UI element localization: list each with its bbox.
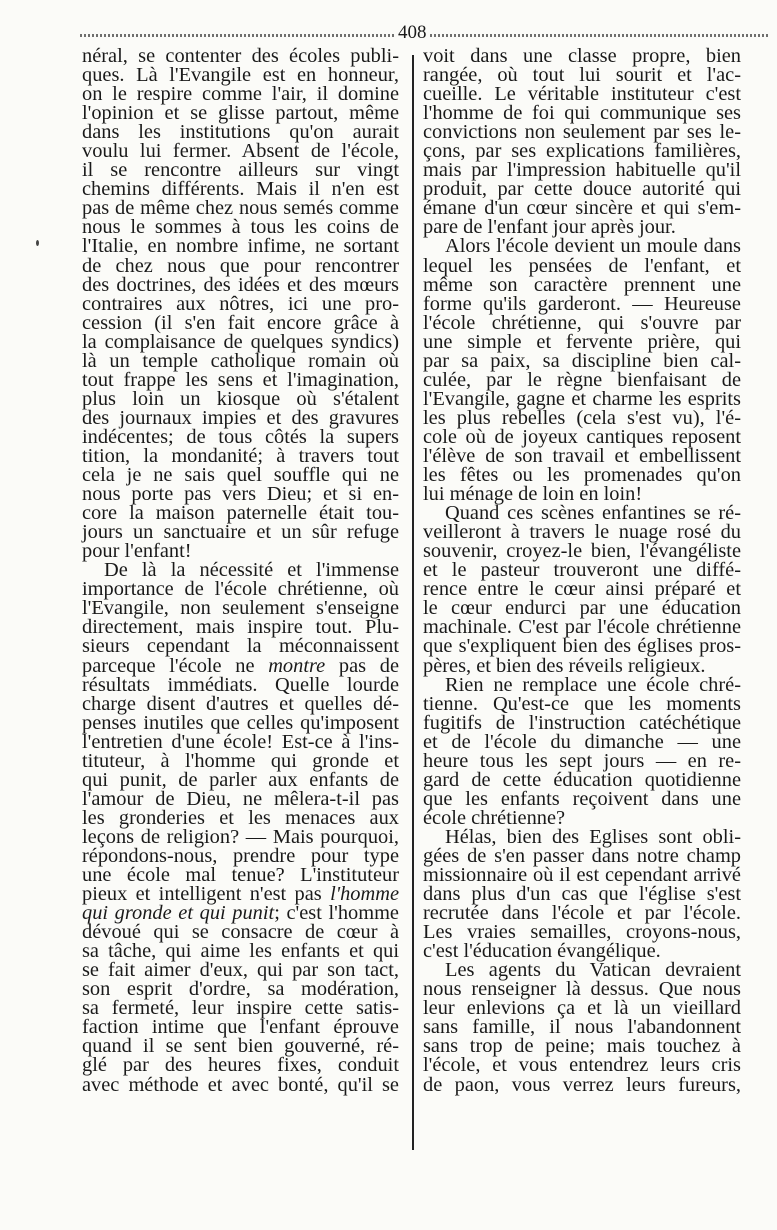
text-line: néral, se contenter des écoles publi- xyxy=(82,45,399,67)
text-line: sa tâche, qui aime les enfants et qui xyxy=(82,940,399,963)
page-number: 408 xyxy=(398,22,427,43)
text-line: leçons de religion? — Mais pourquoi, xyxy=(82,825,399,848)
text-line: cueille. Le véritable instituteur c'est xyxy=(423,83,741,106)
text-line: Rien ne remplace une école chré- xyxy=(445,673,741,696)
text-line: heure tous les sept jours — en re- xyxy=(423,749,741,772)
header-ornament-rule-right xyxy=(430,34,770,37)
text-line: plus loin un kiosque où s'étalent xyxy=(82,387,399,410)
text-line: émane d'un cœur sincère et qui s'em- xyxy=(423,197,741,220)
text-line: l'amour de Dieu, ne mêlera-t-il pas xyxy=(82,787,399,810)
text-line: que les enfants reçoivent dans une xyxy=(423,787,741,810)
text-line: qui gronde et qui punit; c'est l'homme xyxy=(82,902,399,925)
text-line: nous porte pas vers Dieu; et si en- xyxy=(82,483,399,506)
text-line: qui punit, de parler aux enfants de xyxy=(82,768,399,791)
text-line: avec méthode et avec bonté, qu'il se xyxy=(82,1073,399,1096)
text-line: fugitifs de l'instruction catéchétique xyxy=(423,711,741,734)
text-line: pères, et bien des réveils religieux. xyxy=(423,654,706,677)
text-line: cole où de joyeux cantiques reposent xyxy=(423,425,741,448)
text-line: les gronderies et les menaces aux xyxy=(82,806,399,829)
text-line: souvenir, croyez-le bien, l'évangéliste xyxy=(423,540,741,563)
text-line: glé par des heures fixes, conduit xyxy=(82,1054,399,1077)
text-line: pare de l'enfant jour après jour. xyxy=(423,216,676,239)
text-line: rence entre le cœur ainsi préparé et xyxy=(423,578,741,601)
text-line: sans famille, il nous l'abandonnent xyxy=(423,1016,741,1039)
text-line: nous le sommes à tous les coins de xyxy=(82,216,399,239)
text-line: recrutée dans l'école et par l'école. xyxy=(423,902,741,925)
text-line: on le respire comme l'air, il domine xyxy=(82,83,399,106)
right-column xyxy=(423,47,741,1095)
text-line: et le pasteur trouveront une diffé- xyxy=(423,559,741,582)
header-ornament-rule-left xyxy=(80,34,395,37)
text-line: dévoué qui se consacre de cœur à xyxy=(82,921,399,944)
text-line: tout frappe les sens et l'imagination, xyxy=(82,368,399,391)
text-line: contraires aux nôtres, ici une pro- xyxy=(82,292,399,315)
text-line: de chez nous que pour rencontrer xyxy=(82,254,399,277)
text-line: de paon, vous verrez leurs fureurs, xyxy=(423,1073,741,1096)
text-line: Hélas, bien des Eglises sont obli- xyxy=(445,825,741,848)
text-line: c'est l'éducation évangélique. xyxy=(423,940,661,963)
text-line: importance de l'école chrétienne, où xyxy=(82,578,399,601)
text-line: son esprit d'ordre, sa modération, xyxy=(82,978,399,1001)
text-line: école chrétienne? xyxy=(423,806,566,829)
text-line: des journaux impies et des gravures xyxy=(82,406,399,429)
text-line: voit dans une classe propre, bien xyxy=(423,45,741,67)
text-line: jours un sanctuaire et un sûr refuge xyxy=(82,521,399,544)
text-line: l'école chrétienne, qui s'ouvre par xyxy=(423,311,741,334)
text-line: l'élève de son travail et embellissent xyxy=(423,444,741,467)
text-line: une simple et fervente prière, qui xyxy=(423,330,741,353)
text-line: Quand ces scènes enfantines se ré- xyxy=(445,502,741,525)
text-line: le cœur endurci par une éducation xyxy=(423,597,741,620)
text-line: sieurs cependant la méconnaissent xyxy=(82,635,399,658)
text-line: machinale. C'est par l'école chrétienne xyxy=(423,616,741,639)
text-line: De là la nécessité et l'immense xyxy=(104,559,399,582)
text-line: Les agents du Vatican devraient xyxy=(445,959,741,982)
text-line: dans plus d'un cas que l'église s'est xyxy=(423,883,741,906)
text-line: rangée, où tout lui sourit et l'ac- xyxy=(423,64,741,87)
text-line: les fêtes ou les promenades qu'on xyxy=(423,464,741,487)
text-line: lui ménage de loin en loin! xyxy=(423,483,643,506)
text-line: convictions non seulement par ses le- xyxy=(423,121,741,144)
text-line: l'Evangile, gagne et charme les esprits xyxy=(423,387,741,410)
text-line: tition, la mondanité; à travers tout xyxy=(82,444,399,467)
text-line: quand il se sent bien gouverné, ré- xyxy=(82,1035,399,1058)
text-line: Les vraies semailles, croyons-nous, xyxy=(423,921,741,944)
text-line: cela je ne sais quel souffle qui ne xyxy=(82,464,399,487)
column-divider xyxy=(412,55,414,1150)
text-line: ques. Là l'Evangile est en honneur, xyxy=(82,64,399,87)
text-line: sans trop de peine; mais touchez à xyxy=(423,1035,741,1058)
text-line: parceque l'école ne montre pas de xyxy=(82,654,399,677)
text-line: pieux et intelligent n'est pas l'homme xyxy=(82,883,399,906)
text-line: gées de s'en passer dans notre champ xyxy=(423,844,741,867)
text-line: veilleront à travers le nuage rosé du xyxy=(423,521,741,544)
text-line: là un temple catholique romain où xyxy=(82,349,399,372)
text-line: missionnaire où il est cependant arrivé xyxy=(423,864,741,887)
text-line: sa fermeté, leur inspire cette satis- xyxy=(82,997,399,1020)
text-line: Alors l'école devient un moule dans xyxy=(445,235,741,258)
text-line: que s'expliquent bien des églises pros- xyxy=(423,635,741,658)
text-line: tituteur, à l'homme qui gronde et xyxy=(82,749,399,772)
text-line: une école mal tenue? L'instituteur xyxy=(82,864,399,887)
text-line: même son caractère prennent une xyxy=(423,273,741,296)
text-line: les plus rebelles (cela s'est vu), l'é- xyxy=(423,406,741,429)
text-line: forme qu'ils garderont. — Heureuse xyxy=(423,292,741,315)
text-line: l'école, et vous entendrez leurs cris xyxy=(423,1054,741,1077)
text-line: l'opinion et se glisse partout, même xyxy=(82,102,399,125)
page-header xyxy=(80,22,770,44)
text-line: chemins différents. Mais il n'en est xyxy=(82,178,399,201)
text-line: penses inutiles que celles qu'imposent xyxy=(82,711,399,734)
text-line: nous renseigner là dessus. Que nous xyxy=(423,978,741,1001)
text-line: gard de cette éducation quotidienne xyxy=(423,768,741,791)
text-line: indécentes; de tous côtés la supers xyxy=(82,425,399,448)
text-line: charge disent d'autres et quelles dé- xyxy=(82,692,399,715)
text-line: par sa paix, sa discipline bien cal- xyxy=(423,349,741,372)
text-line: résultats immédiats. Quelle lourde xyxy=(82,673,399,696)
text-line: çons, par ses explications familières, xyxy=(423,140,741,163)
text-line: pour l'enfant! xyxy=(82,540,192,563)
text-line: se fait aimer d'eux, qui par son tact, xyxy=(82,959,399,982)
text-line: l'Evangile, non seulement s'enseigne xyxy=(82,597,399,620)
text-line: faction intime que l'enfant éprouve xyxy=(82,1016,399,1039)
text-line: culée, par le règne bienfaisant de xyxy=(423,368,741,391)
text-line: voulu lui fermer. Absent de l'école, xyxy=(82,140,399,163)
text-line: l'homme de foi qui communique ses xyxy=(423,102,741,125)
text-line: répondons-nous, prendre pour type xyxy=(82,844,399,867)
text-line: lequel les pensées de l'enfant, et xyxy=(423,254,741,277)
text-line: directement, mais inspire tout. Plu- xyxy=(82,616,399,639)
text-line: l'entretien d'une école! Est-ce à l'ins- xyxy=(82,730,399,753)
text-line: pas de même chez nous semés comme xyxy=(82,197,399,220)
text-line: la complaisance de quelques syndics) xyxy=(82,330,399,353)
text-line: produit, par cette douce autorité qui xyxy=(423,178,741,201)
left-column xyxy=(82,47,399,1095)
text-line: des doctrines, des idées et des mœurs xyxy=(82,273,399,296)
text-line: et de l'école du dimanche — une xyxy=(423,730,741,753)
text-line: l'Italie, en nombre infime, ne sortant xyxy=(82,235,399,258)
text-line: dans les institutions qu'on aurait xyxy=(82,121,399,144)
scan-speck xyxy=(36,240,39,246)
text-line: leur enlevions ça et là un vieillard xyxy=(423,997,741,1020)
text-line: tienne. Qu'est-ce que les moments xyxy=(423,692,741,715)
text-line: core la maison paternelle était tou- xyxy=(82,502,399,525)
text-line: cession (il s'en fait encore grâce à xyxy=(82,311,399,334)
text-line: mais par l'impression habituelle qu'il xyxy=(423,159,741,182)
text-line: il se rencontre ailleurs sur vingt xyxy=(82,159,399,182)
